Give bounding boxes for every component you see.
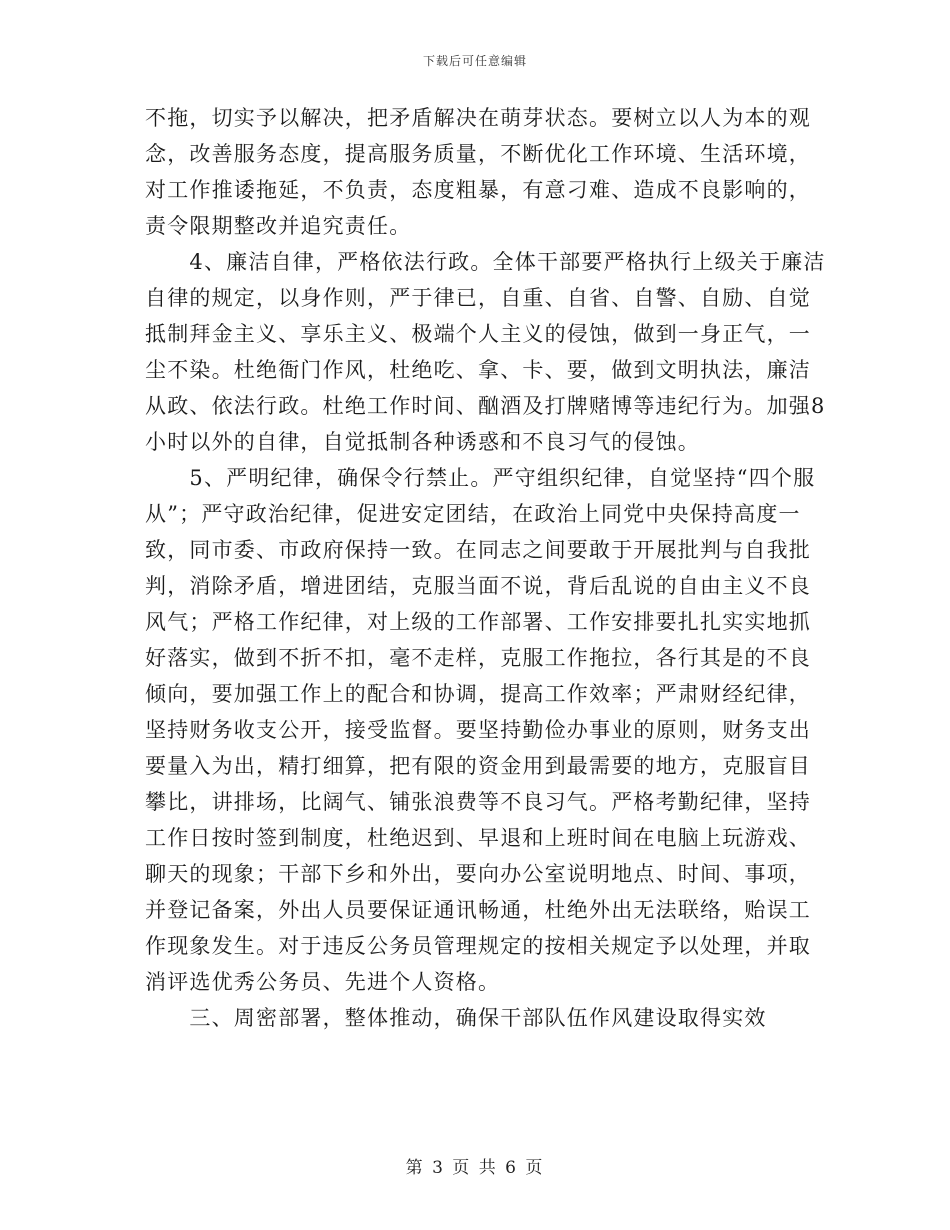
text-line: 自律的规定，以身作则，严于律已，自重、自省、自警、自励、自觉: [145, 286, 811, 310]
text-line: 4、廉洁自律，严格依法行政。全体干部要严格执行上级关于廉洁: [145, 250, 826, 274]
text-line: 从”；严守政治纪律，促进安定团结，在政治上同党中央保持高度一: [145, 502, 801, 526]
text-line: 并登记备案，外出人员要保证通讯畅通，杜绝外出无法联络，贻误工: [145, 898, 811, 922]
paragraph-1: [145, 100, 810, 244]
text-line: 作现象发生。对于违反公务员管理规定的按相关规定予以处理，并取: [145, 934, 811, 958]
text-line: 三、周密部署，整体推动，确保干部队伍作风建设取得实效: [145, 1006, 767, 1030]
text-line: 聊天的现象；干部下乡和外出，要向办公室说明地点、时间、事项，: [145, 862, 811, 886]
text-line: 风气；严格工作纪律，对上级的工作部署、工作安排要扎扎实实地抓: [145, 610, 811, 634]
text-line: 责令限期整改并追究责任。: [145, 214, 412, 238]
text-line: 攀比，讲排场，比阔气、铺张浪费等不良习气。严格考勤纪律，坚持: [145, 790, 811, 814]
text-line: 尘不染。杜绝衙门作风，杜绝吃、拿、卡、要，做到文明执法，廉洁: [145, 358, 811, 382]
text-line: 消评选优秀公务员、先进个人资格。: [145, 970, 501, 994]
document-body: [145, 100, 826, 1036]
text-line: 致，同市委、市政府保持一致。在同志之间要敢于开展批判与自我批: [145, 538, 811, 562]
text-line: 坚持财务收支公开，接受监督。要坚持勤俭办事业的原则，财务支出: [145, 718, 811, 742]
page-header: 下载后可任意编辑: [422, 54, 527, 68]
text-line: 5、严明纪律，确保令行禁止。严守组织纪律，自觉坚持“四个服: [145, 466, 816, 490]
text-line: 好落实，做到不折不扣，毫不走样，克服工作拖拉，各行其是的不良: [145, 646, 811, 670]
section-heading: [145, 1000, 810, 1036]
text-line: 对工作推诿拖延，不负责，态度粗暴，有意刁难、造成不良影响的，: [145, 178, 811, 202]
text-line: 抵制拜金主义、享乐主义、极端个人主义的侵蚀，做到一身正气，一: [145, 322, 811, 346]
text-line: 小时以外的自律，自觉抵制各种诱惑和不良习气的侵蚀。: [145, 430, 700, 454]
text-line: 工作日按时签到制度，杜绝迟到、早退和上班时间在电脑上玩游戏、: [145, 826, 811, 850]
text-line: 倾向，要加强工作上的配合和协调，提高工作效率；严肃财经纪律，: [145, 682, 811, 706]
page-number-footer: 第 3 页 共 6 页: [405, 1158, 545, 1178]
text-line: 从政、依法行政。杜绝工作时间、酗酒及打牌赌博等违纪行为。加强8: [145, 394, 826, 418]
paragraph-2: [145, 244, 826, 460]
paragraph-3: [145, 460, 816, 1000]
text-line: 念，改善服务态度，提高服务质量，不断优化工作环境、生活环境，: [145, 142, 811, 166]
text-line: 要量入为出，精打细算，把有限的资金用到最需要的地方，克服盲目: [145, 754, 811, 778]
text-line: 判，消除矛盾，增进团结，克服当面不说，背后乱说的自由主义不良: [145, 574, 811, 598]
text-line: 不拖，切实予以解决，把矛盾解决在萌芽状态。要树立以人为本的观: [145, 106, 811, 130]
